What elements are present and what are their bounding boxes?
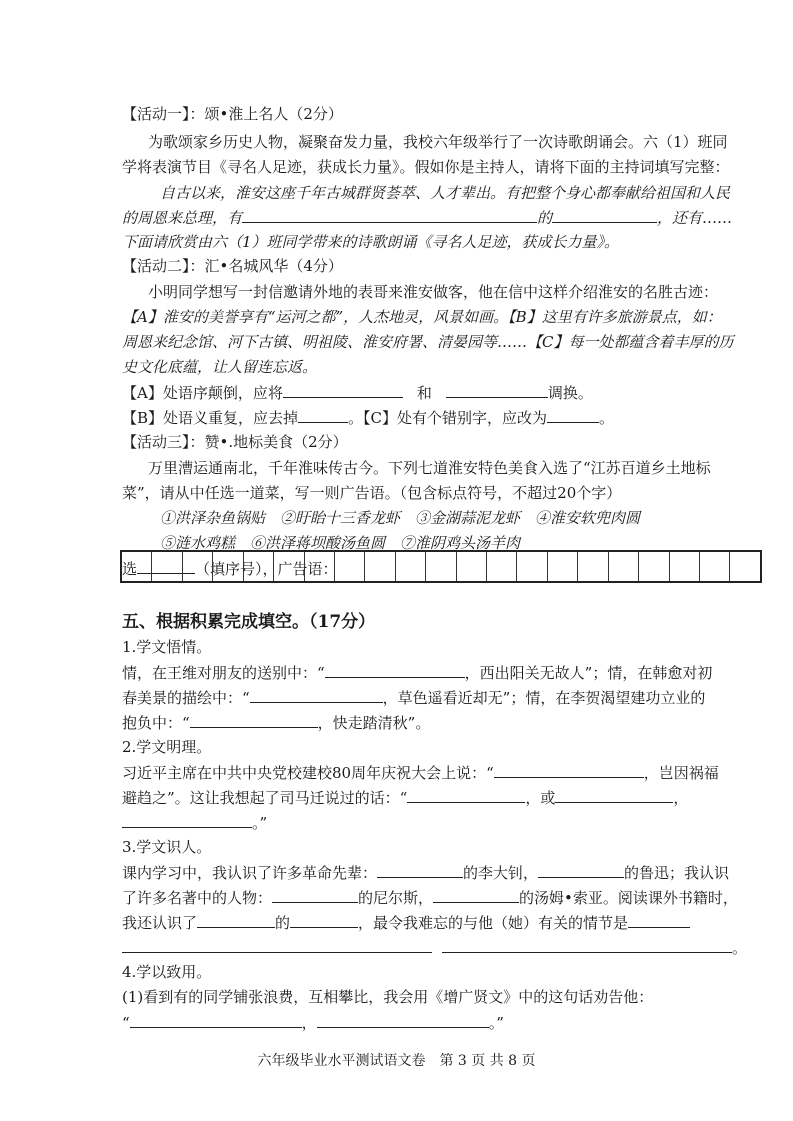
grid-cell[interactable] [700,552,730,581]
grid-cell[interactable] [517,552,547,581]
blank-lihe-verse[interactable] [190,712,318,728]
choose-suffix: （填序号），广告语： [195,560,338,578]
activity1-title: 【活动一】：颂•淮上名人（2分） [122,105,343,123]
section5-title: 五、根据积累完成填空。（17分） [122,612,376,632]
q4-line1: (1)看到有的同学铺张浪费，互相攀比，我会用《增广贤文》中的这句话劝告他： [122,988,654,1006]
q1-line1 [122,662,712,683]
grid-cell[interactable] [122,552,152,581]
blank-host-person[interactable] [242,207,537,223]
activity3-intro-line2: 菜”，请从中任选一道菜，写一则广告语。（包含标点符号，不超过20个字） [122,484,622,502]
question-b-prefix: 【B】处语义重复，应去掉 [122,409,299,427]
grid-cell[interactable] [670,552,700,581]
blank-simaqian-part1[interactable] [407,787,525,803]
q1-line1-prefix: 情，在王维对朋友的送别中：“ [122,664,325,682]
q1-line2 [122,687,705,708]
grid-cell[interactable] [305,552,335,581]
q1-line3-suffix: ，快走踏清秋”。 [317,714,431,732]
activity1-intro-line2: 学将表演节目《寻名人足迹，获成长力量》。假如你是主持人，请将下面的主持词填写完整： [122,158,730,176]
page-footer: 六年级毕业水平测试语文卷 第 3 页 共 8 页 [257,1053,536,1069]
grid-cell[interactable] [457,552,487,581]
grid-cell[interactable] [244,552,274,581]
activity1-intro-line1: 为歌颂家乡历史人物，凝聚奋发力量，我校六年级举行了一次诗歌朗诵会。六（1）班同 [148,133,728,151]
q1-title: 1.学文悟情。 [122,638,212,656]
q3-line3 [122,912,690,933]
q3-line2-prefix: 了许多名著中的人物： [122,889,273,907]
grid-cell[interactable] [730,552,759,581]
q3-line2-suffix: 的汤姆•索亚。阅读课外书籍时， [519,889,738,907]
grid-cell[interactable] [335,552,365,581]
q3-line2-mid: 的尼尔斯， [358,889,434,907]
host-line2-mid: 的 [537,209,553,227]
q3-line1-suffix: 的鲁迅；我认识 [624,864,730,882]
dish-options-row2: ⑤涟水鸡糕 ⑥洪泽蒋坝酸汤鱼圆 ⑦淮阴鸡头汤羊肉 [160,534,521,552]
grid-cell[interactable] [183,552,213,581]
host-text-line3: 下面请欣赏由六（1）班同学带来的诗歌朗诵《寻名人足迹，获成长力量》。 [122,233,620,251]
letter-line1: 【A】淮安的美誉享有“运河之都”，人杰地灵，风景如画。【B】这里有许多旅游景点，如： [122,308,722,326]
question-c-suffix: 。 [599,409,615,427]
q3-line3-suffix: ，最令我难忘的与他（她）有关的情节是 [358,914,629,932]
question-a-prefix: 【A】处语序颠倒，应将 [122,384,283,402]
grid-cell[interactable] [639,552,669,581]
q1-line3-prefix: 抱负中：“ [122,714,190,732]
q2-line2 [122,787,688,808]
q4-line2 [122,1012,504,1033]
blank-tom-sawyer-desc[interactable] [433,887,519,903]
q2-line2-suffix: ， [673,789,689,807]
blank-zengguang-part2[interactable] [317,1012,489,1028]
grid-cell[interactable] [152,552,182,581]
question-b-c [122,407,614,428]
blank-lu-xun-desc[interactable] [538,862,624,878]
grid-cell[interactable] [396,552,426,581]
q3-line1-prefix: 课内学习中，我认识了许多革命先辈： [122,864,378,882]
letter-line3: 史文化底蕴，让人留连忘返。 [122,358,318,376]
q1-line2-suffix: ，草色遥看近却无”；情，在李贺渴望建功立业的 [382,689,706,707]
letter-line2: 周恩来纪念馆、河下古镇、明祖陵、淮安府署、清晏园等……【C】每一处都蕴含着丰厚的历 [122,333,734,351]
question-a [122,382,593,403]
activity2-title: 【活动二】：汇•名城风华（4分） [122,257,343,275]
q3-line1 [122,862,729,883]
q2-title: 2.学文明理。 [122,738,212,756]
blank-zengguang-part1[interactable] [130,1012,302,1028]
q3-line3-mid: 的 [275,914,291,932]
choose-prefix: 选 [122,560,138,578]
blank-lin-zexu-verse[interactable] [494,762,644,778]
blank-host-name[interactable] [552,207,657,223]
q2-line2-prefix: 避趋之”。这让我想起了司马迁说过的话：“ [122,789,408,807]
slogan-writing-grid[interactable] [120,550,762,583]
blank-simaqian-part2[interactable] [555,787,673,803]
q2-line2-mid: ，或 [525,789,556,807]
activity3-title: 【活动三】：赞•.地标美食（2分） [122,433,348,451]
host-line2-prefix: 的周恩来总理，有 [122,209,243,227]
blank-wangwei-verse[interactable] [325,662,465,678]
host-text-line1: 自古以来，淮安这座千年古城群贤荟萃、人才辈出。有把整个身心都奉献给祖国和人民 [160,184,731,202]
blank-plot-start[interactable] [628,912,690,928]
blank-hanyu-verse[interactable] [250,687,383,703]
blank-plot-part1[interactable] [122,937,432,953]
q1-line3 [122,712,430,733]
grid-cell[interactable] [548,552,578,581]
grid-cell[interactable] [426,552,456,581]
dish-options-row1: ①洪泽杂鱼锅贴 ②盱眙十三香龙虾 ③金湖蒜泥龙虾 ④淮安软兜肉圆 [160,509,641,527]
question-c-prefix: 。【C】处有个错别字，应改为 [348,409,548,427]
blank-nils-desc[interactable] [272,887,358,903]
blank-remove-word[interactable] [298,407,348,423]
q2-line3-suffix: 。” [252,814,268,832]
blank-character-name[interactable] [290,912,358,928]
question-a-and: 和 [416,384,432,402]
q3-line4-suffix: 。 [732,939,748,957]
grid-cell[interactable] [578,552,608,581]
activity3-intro-line1: 万里漕运通南北，千年淮味传古今。下列七道淮安特色美食入选了“江苏百道乡土地标 [148,459,711,477]
q2-line1-prefix: 习近平主席在中共中央党校建校80周年庆祝大会上说：“ [122,764,494,782]
blank-swap-1[interactable] [283,382,403,398]
q3-line3-prefix: 我还认识了 [122,914,198,932]
host-line2-suffix: ，还有…… [657,209,733,227]
host-text-line2 [122,207,732,228]
blank-character-desc[interactable] [197,912,275,928]
q3-line1-mid: 的李大钊， [463,864,539,882]
blank-correct-char[interactable] [547,407,599,423]
grid-cell[interactable] [487,552,517,581]
q4-quote-close: 。” [488,1014,504,1032]
grid-cell[interactable] [365,552,395,581]
blank-plot-part2[interactable] [442,937,732,953]
q2-line3 [122,812,267,833]
q4-line2-mid: ， [301,1014,317,1032]
q3-title: 3.学文识人。 [122,838,212,856]
q4-title: 4.学以致用。 [122,963,212,981]
activity2-intro: 小明同学想写一封信邀请外地的表哥来淮安做客，他在信中这样介绍淮安的名胜古迹： [148,283,719,301]
question-a-suffix: 调换。 [547,384,593,402]
grid-cell[interactable] [213,552,243,581]
blank-li-dazhao-desc[interactable] [377,862,463,878]
q3-line2 [122,887,738,908]
q2-line1 [122,762,719,783]
q3-line4 [122,937,747,958]
q2-line1-suffix: ，岂因祸福 [643,764,719,782]
grid-cell[interactable] [274,552,304,581]
blank-swap-2[interactable] [446,382,548,398]
q1-line2-prefix: 春美景的描绘中：“ [122,689,250,707]
q1-line1-suffix: ，西出阳关无故人”；情，在韩愈对初 [464,664,713,682]
blank-simaqian-part3[interactable] [122,812,252,828]
q4-quote-open: “ [122,1014,130,1032]
grid-cell[interactable] [609,552,639,581]
